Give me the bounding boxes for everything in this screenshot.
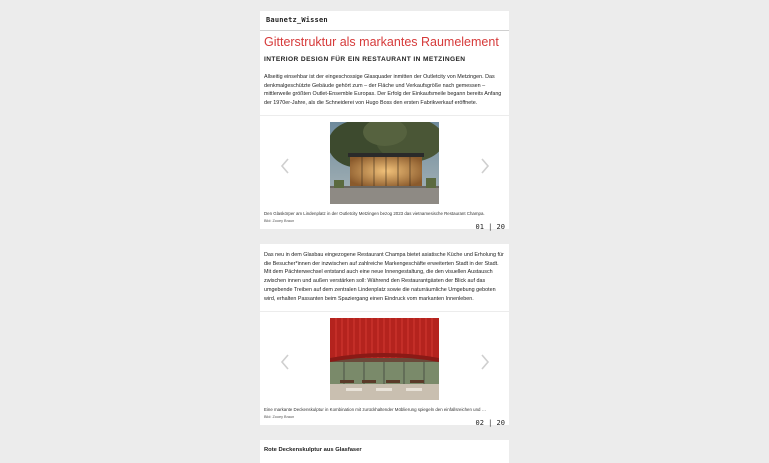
slide-prev-button[interactable]: [280, 354, 290, 370]
slide-credit: Bild: Zooey Braun: [264, 219, 295, 223]
article-intro: [260, 31, 509, 115]
slide-caption: Eine markante Deckenskulptur in Kombination mit zurückhaltender Möblierung spiegeln den einfallsreichen und …: [264, 407, 487, 412]
slide-caption: Den Glaskörper am Lindenplatz in der Outletcity Metzingen bezog 2023 das vietnamesische Restaurant Champa.: [264, 211, 485, 216]
slide-counter: 01 | 20: [475, 223, 505, 231]
slide-prev-button[interactable]: [280, 158, 290, 174]
chevron-right-icon: [480, 354, 490, 370]
article-subtitle: INTERIOR DESIGN FÜR EIN RESTAURANT IN METZINGEN: [264, 56, 466, 63]
header-bar: [260, 11, 509, 31]
slide-credit: Bild: Zooey Braun: [264, 415, 295, 419]
section-heading: Rote Deckenskulptur aus Glasfaser: [264, 447, 362, 453]
slide-image-red-ceiling: [330, 318, 439, 400]
brand-logo[interactable]: Baunetz_Wissen: [266, 16, 328, 24]
intro-paragraph: Allseitig einsehbar ist der eingeschossige Glasquader inmitten der Outletcity von Metzingen. Das denkmalgeschützte Gebäude gehört zum – der Fläche und Verkaufsgröße nach gemessen – mittlerweile größten Outlet-Ensemble Europas. Der Erfolg der Einkaufsmeile begann bereits Anfang der 1970er-Jahre, als die Schneiderei von Hugo Boss den ersten Fabrikverkauf eröffnete.: [264, 74, 502, 107]
article-body: [260, 244, 509, 311]
slide-image-glass-pavilion: [330, 122, 439, 204]
image-slide-1: [260, 116, 509, 229]
chevron-left-icon: [280, 354, 290, 370]
slide-next-button[interactable]: [480, 158, 490, 174]
slide-next-button[interactable]: [480, 354, 490, 370]
body-paragraph: Das neu in dem Glasbau eingezogene Restaurant Champa bietet asiatische Küche und Erholung für die Besucher*innen der inzwischen auf zahlreiche Markengeschäfte erweiterten Stadt in der Stadt. Mit dem Pächterwechsel entstand auch eine neue Innengestaltung, die den visuellen Austausch zwischen innen und außen verstärken soll: Während den Restaurantgästen der Blick auf das umgebende Treiben auf dem zentralen Lindenplatz sowie die naturräumliche Umgebung geboten wird, erhalten Passanten beim Spaziergang einen Eindruck vom markanten Innenleben.: [264, 252, 504, 302]
chevron-left-icon: [280, 158, 290, 174]
slide-counter: 02 | 20: [475, 419, 505, 427]
section-heading-card: [260, 440, 509, 463]
article-title: Gitterstruktur als markantes Raumelement: [264, 35, 499, 49]
image-slide-2: [260, 312, 509, 425]
chevron-right-icon: [480, 158, 490, 174]
